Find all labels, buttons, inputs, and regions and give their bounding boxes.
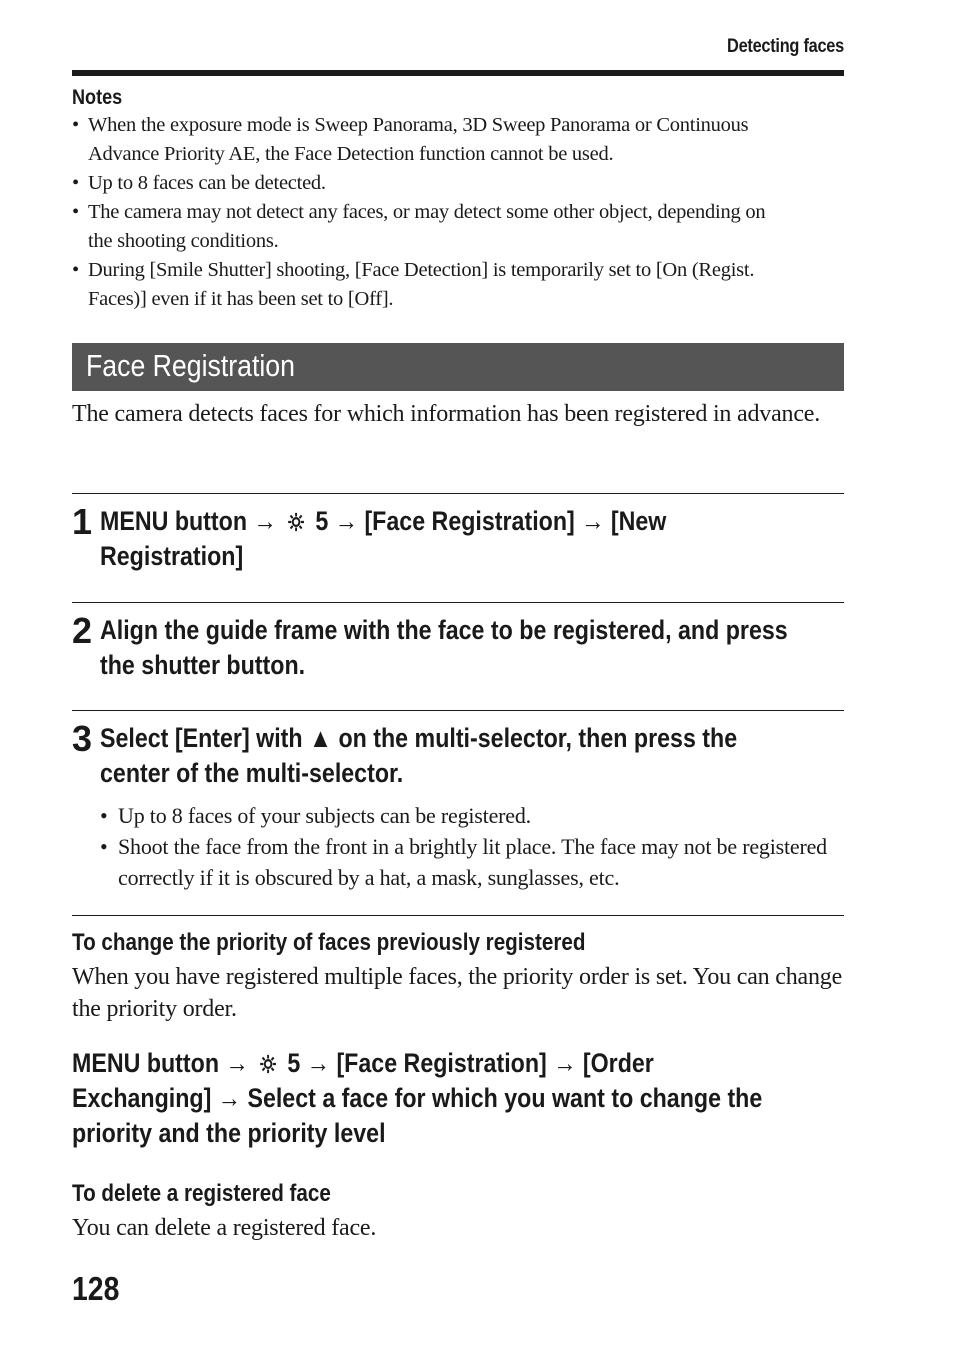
priority-heading: To change the priority of faces previously registered <box>72 929 586 956</box>
delete-heading: To delete a registered face <box>72 1180 331 1207</box>
delete-text: You can delete a registered face. <box>72 1215 377 1241</box>
step-instruction: Select [Enter] with ▲ on the multi-selector, then press the center of the multi-selector. <box>100 723 738 788</box>
step-note-item: • Up to 8 faces of your subjects can be registered. <box>100 800 844 831</box>
step-number: 3 <box>72 718 93 759</box>
note-item: • When the exposure mode is Sweep Panorama, 3D Sweep Panorama or Continuous Advance Priority AE, the Face Detection function cannot be used. <box>72 111 844 169</box>
header-rule <box>72 70 844 76</box>
priority-menu-path: MENU button → 5 → [Face Registration] → [Order Exchanging] → Select a face for which you want to change the priority and the priority level <box>72 1048 763 1148</box>
notes-heading: Notes <box>72 86 123 109</box>
step-instruction: MENU button → 5 → [Face Registration] → [New Registration] <box>100 506 667 571</box>
notes-list <box>72 111 844 314</box>
step-number: 2 <box>72 610 93 651</box>
note-item: • The camera may not detect any faces, or may detect some other object, depending on the shooting conditions. <box>72 198 844 256</box>
step-number: 1 <box>72 501 93 542</box>
gear-icon <box>287 511 306 533</box>
page-number: 128 <box>72 1270 120 1307</box>
gear-icon <box>259 1053 278 1075</box>
step-divider <box>72 710 844 711</box>
section-intro: The camera detects faces for which information has been registered in advance. <box>72 401 821 427</box>
step-note-item: • Shoot the face from the front in a brightly lit place. The face may not be registered correctly if it is obscured by a hat, a mask, sunglasses, etc. <box>100 831 844 893</box>
step-instruction: Align the guide frame with the face to be registered, and press the shutter button. <box>100 615 788 680</box>
step-3-notes <box>100 800 844 893</box>
step-divider <box>72 602 844 603</box>
section-title-bar <box>72 343 844 391</box>
section-divider <box>72 915 844 916</box>
priority-text: When you have registered multiple faces, the priority order is set. You can change the priority order. <box>72 964 843 1022</box>
step-divider <box>72 493 844 494</box>
section-title: Face Registration <box>86 348 295 383</box>
running-header: Detecting faces <box>727 36 844 57</box>
note-item: • Up to 8 faces can be detected. <box>72 169 844 198</box>
note-item: • During [Smile Shutter] shooting, [Face Detection] is temporarily set to [On (Regist. Faces)] even if it has been set to [Off]. <box>72 256 844 314</box>
